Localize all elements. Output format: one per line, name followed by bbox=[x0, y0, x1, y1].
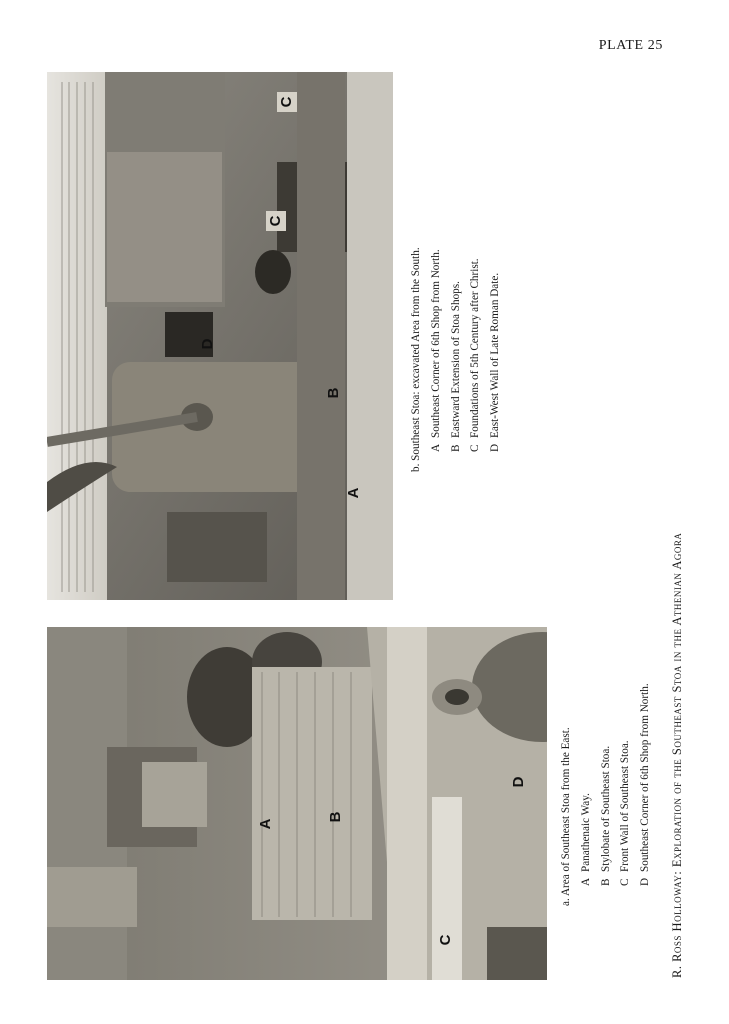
photo-a-marker-d: D bbox=[510, 776, 527, 788]
photo-a-caption-item-d bbox=[636, 683, 656, 906]
caption-text: Panathenaic Way. bbox=[579, 793, 592, 872]
photo-b-caption-item-d bbox=[486, 247, 506, 472]
caption-text: Front Wall of Southeast Stoa. bbox=[619, 740, 632, 872]
photo-a-marker-c: C bbox=[437, 934, 454, 946]
photo-b-caption-item-a bbox=[427, 247, 447, 472]
photo-a-image bbox=[47, 627, 547, 980]
photo-b-image bbox=[47, 72, 393, 600]
plate-credit bbox=[670, 533, 685, 978]
photo-b-caption-item-c bbox=[466, 247, 486, 472]
plate-label: PLATE 25 bbox=[598, 38, 663, 53]
photo-a-caption-item-b bbox=[597, 683, 617, 906]
credit-title: Exploration of the Southeast Stoa in the Athenian Agora bbox=[670, 532, 684, 868]
photo-a-caption-item-a bbox=[577, 683, 597, 906]
caption-text: Southeast Corner of 6th Shop from North. bbox=[429, 249, 442, 438]
caption-key: A bbox=[429, 443, 442, 452]
caption-key: B bbox=[449, 444, 462, 452]
photo-b-marker-b: B bbox=[325, 387, 342, 399]
photo-a-caption-title: a. Area of Southeast Stoa from the East. bbox=[560, 727, 572, 906]
photo-a-marker-b: B bbox=[327, 811, 344, 823]
photo-b-marker-c1: C bbox=[277, 92, 297, 112]
photo-b-marker-c2: C bbox=[266, 211, 286, 231]
caption-text: Southeast Corner of 6th Shop from North. bbox=[639, 683, 652, 872]
photo-b-southeast-stoa-from-south bbox=[47, 72, 393, 600]
caption-key: C bbox=[469, 444, 482, 452]
photo-b-caption bbox=[407, 247, 506, 472]
caption-text: Eastward Extension of Stoa Shops. bbox=[449, 281, 462, 438]
caption-key: C bbox=[619, 878, 632, 886]
photo-a-southeast-stoa-from-east bbox=[47, 627, 547, 980]
photo-a-caption-item-c bbox=[616, 683, 636, 906]
credit-author: R. Ross Holloway: bbox=[670, 870, 684, 978]
caption-key: D bbox=[489, 443, 502, 452]
photo-b-caption-item-b bbox=[447, 247, 467, 472]
caption-key: D bbox=[639, 877, 652, 886]
caption-text: Foundations of 5th Century after Christ. bbox=[469, 258, 482, 438]
photo-b-caption-title: b. Southeast Stoa: excavated Area from the South. bbox=[410, 247, 422, 472]
photo-a-caption bbox=[557, 683, 656, 906]
caption-key: A bbox=[579, 877, 592, 886]
caption-key: B bbox=[599, 878, 612, 886]
photo-a-marker-a: A bbox=[257, 818, 274, 830]
photo-b-marker-d: D bbox=[199, 338, 216, 350]
caption-text: East-West Wall of Late Roman Date. bbox=[489, 272, 502, 438]
photo-b-marker-a: A bbox=[345, 487, 362, 499]
caption-text: Stylobate of Southeast Stoa. bbox=[599, 745, 612, 872]
